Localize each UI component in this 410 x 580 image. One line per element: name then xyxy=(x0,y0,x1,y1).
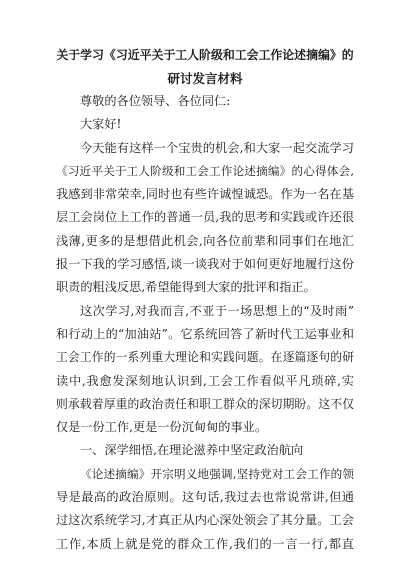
text-line: 过这次系统学习,才真正从内心深处领会了其分量。工会 xyxy=(56,513,354,528)
text-line: 一、深学细悟,在理论滋养中坚定政治航向 xyxy=(80,443,304,458)
document-body xyxy=(56,90,354,556)
text-line: 仅是一份工作,更是一份沉甸甸的事业。 xyxy=(56,420,268,435)
text-line: 职责的粗浅反思,希望能得到大家的批评和指正。 xyxy=(56,280,316,295)
document-page xyxy=(56,44,354,556)
text-line: 则承载着厚重的政治责任和职工群众的深切期盼。这不仅 xyxy=(56,396,354,411)
title-line: 关于学习《习近平关于工人阶级和工会工作论述摘编》的 xyxy=(56,48,354,62)
text-line: 报一下我的学习感悟,谈一谈我对于如何更好地履行这份 xyxy=(56,257,354,272)
text-line: 浅薄,更多的是想借此机会,向各位前辈和同事们在地汇 xyxy=(56,233,354,248)
text-line: 大家好! xyxy=(80,117,122,132)
text-line: 层工会岗位上工作的普通一员,我的思考和实践或许还很 xyxy=(56,210,354,225)
text-line: 这次学习,对我而言,不亚于一场思想上的“及时雨” xyxy=(80,303,354,318)
title-line: 研讨发言材料 xyxy=(167,71,243,86)
text-line: 导是最高的政治原则。这句话,我过去也常说常讲,但通 xyxy=(56,490,354,505)
document-title xyxy=(56,44,354,90)
text-line: 我感到非常荣幸,同时也有些许诚惶诚恐。作为一名在基 xyxy=(56,187,354,202)
text-line: 今天能有这样一个宝贵的机会,和大家一起交流学习 xyxy=(80,140,354,155)
text-line: 和行动上的“加油站”。它系统回答了新时代工运事业和 xyxy=(56,326,354,341)
text-line: 工作,本质上就是党的群众工作,我们的一言一行,都直 xyxy=(56,536,354,551)
text-line: 工会工作的一系列重大理论和实践问题。在逐篇逐句的研 xyxy=(56,350,354,365)
text-line: 尊敬的各位领导、各位同仁: xyxy=(80,94,231,108)
text-line: 读中,我愈发深刻地认识到,工会工作看似平凡琐碎,实 xyxy=(56,373,354,388)
text-line: 《习近平关于工人阶级和工会工作论述摘编》的心得体会, xyxy=(56,163,354,178)
text-line: 《论述摘编》开宗明义地强调,坚持党对工会工作的领 xyxy=(80,466,354,481)
